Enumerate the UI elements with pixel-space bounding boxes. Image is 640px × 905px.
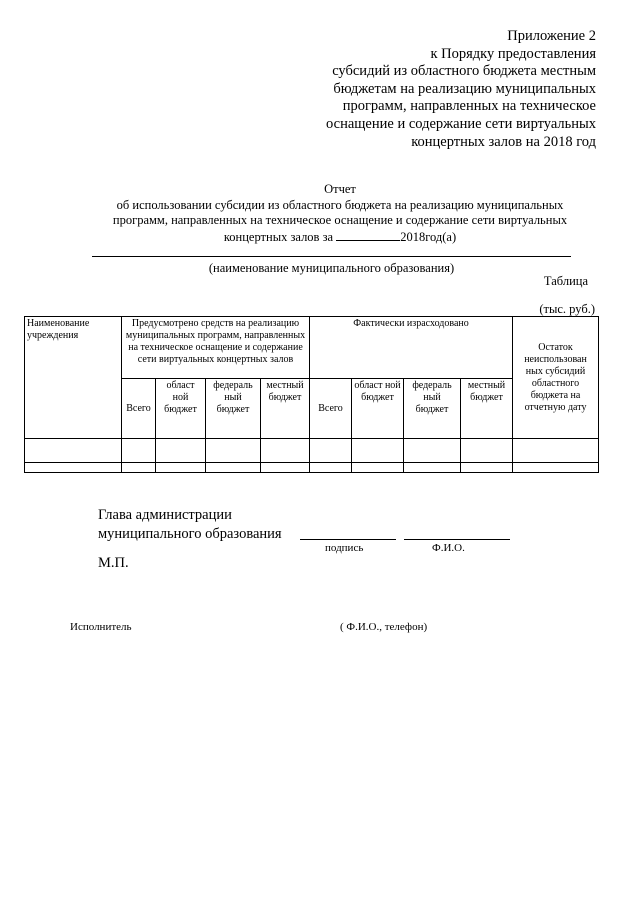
appendix-line: Приложение 2 [507,28,596,44]
report-period-blank[interactable] [336,229,400,241]
head-title-line1: Глава администрации [98,507,232,523]
appendix-line: концертных залов на 2018 год [411,133,596,150]
table-row [25,439,599,463]
header-planned: Предусмотрено средств на реализацию муниципальных программ, направленных на техническое оснащение и содержание сети виртуальных концертных залов [122,317,310,379]
report-period-suffix: 2018год(а) [400,229,457,244]
header-institution: Наименование учреждения [25,317,122,439]
table-cell[interactable] [352,463,404,473]
subheader-federal: федераль ный бюджет [206,379,261,439]
table-cell[interactable] [122,463,156,473]
appendix-line: к Порядку предоставления [430,45,596,62]
appendix-line: оснащение и содержание сети виртуальных [326,115,596,132]
report-period-prefix: концертных залов за [223,229,334,244]
table-cell[interactable] [206,439,261,463]
signature-caption: подпись [325,542,364,554]
executor-label: Исполнитель [70,621,132,633]
header-actual: Фактически израсходовано [310,317,513,379]
head-title-line2: муниципального образования [98,526,282,542]
stamp-label: М.П. [98,555,129,571]
subheader-total: Всего [310,379,352,439]
table-cell[interactable] [206,463,261,473]
subheader-federal: федераль ный бюджет [404,379,461,439]
table-cell[interactable] [156,439,206,463]
appendix-line: бюджетам на реализацию муниципальных [333,80,596,97]
table-cell[interactable] [310,463,352,473]
subheader-regional: област ной бюджет [156,379,206,439]
table-cell[interactable] [156,463,206,473]
appendix-line: программ, направленных на техническое [342,98,596,115]
municipality-blank-line[interactable] [92,256,571,257]
report-table [24,316,599,473]
appendix-line: субсидий из областного бюджета местным [332,63,596,80]
executor-caption: ( Ф.И.О., телефон) [340,621,428,633]
appendix-header [326,28,596,151]
name-caption: Ф.И.О. [432,542,465,554]
table-cell[interactable] [261,463,310,473]
table-cell[interactable] [461,439,513,463]
header-remainder: Остаток неиспользован ных субсидий областного бюджета на отчетную дату [513,317,599,439]
municipality-caption: (наименование муниципального образования) [208,261,455,275]
report-subtitle-line: программ, направленных на техническое оснащение и содержание сети виртуальных [112,213,568,228]
subheader-local: местный бюджет [261,379,310,439]
table-row [25,463,599,473]
signature-blank[interactable] [300,538,396,540]
table-cell[interactable] [25,439,122,463]
table-cell[interactable] [352,439,404,463]
report-period-line [60,229,620,246]
name-blank[interactable] [404,538,510,540]
report-title: Отчет [324,182,356,196]
table-cell[interactable] [310,439,352,463]
table-cell[interactable] [404,463,461,473]
table-cell[interactable] [513,463,599,473]
table-cell[interactable] [261,439,310,463]
table-label: Таблица [543,274,588,288]
table-cell[interactable] [461,463,513,473]
table-cell[interactable] [25,463,122,473]
table-cell[interactable] [404,439,461,463]
table-cell[interactable] [122,439,156,463]
table-cell[interactable] [513,439,599,463]
subheader-local: местный бюджет [461,379,513,439]
report-subtitle-line: об использовании субсидии из областного бюджета на реализацию муниципальных [116,197,564,212]
report-heading [60,182,620,245]
subheader-total: Всего [122,379,156,439]
units-label: (тыс. руб.) [539,302,595,316]
subheader-regional: област ной бюджет [352,379,404,439]
